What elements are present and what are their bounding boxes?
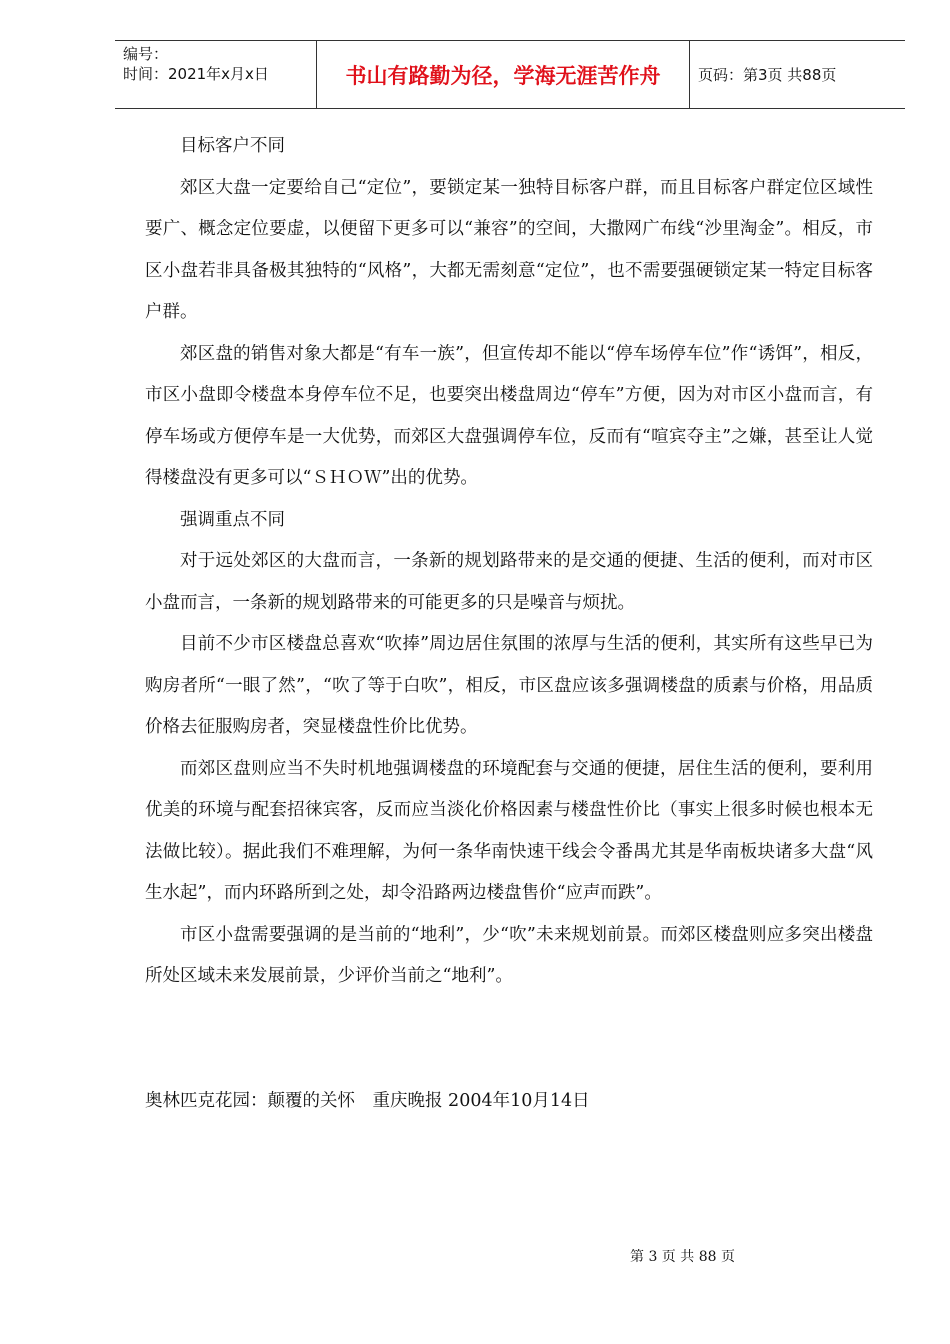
section-heading-emphasis: 强调重点不同	[180, 509, 285, 530]
article-title-line: 奥林匹克花园：颠覆的关怀 重庆晚报 2004年10月14日	[145, 1090, 590, 1111]
document-time-label: 时间：2021年x月x日	[123, 65, 269, 83]
body-paragraph: 目前不少市区楼盘总喜欢“吹捧”周边居住氛围的浓厚与生活的便利，其实所有这些早已为购房者所“一眼了然”，“吹了等于白吹”，相反，市区盘应该多强调楼盘的质素与价格，用品质价格去征服购房者，突显楼盘性价比优势。	[145, 634, 873, 737]
body-paragraph: 而郊区盘则应当不失时机地强调楼盘的环境配套与交通的便捷，居住生活的便利，要利用优美的环境与配套招徕宾客，反而应当淡化价格因素与楼盘性价比（事实上很多时候也根本无法做比较）。据此我们不难理解，为何一条华南快速干线会令番禺尤其是华南板块诸多大盘“风生水起”，而内环路所到之处，却令沿路两边楼盘售价“应声而跌”。	[145, 758, 873, 903]
document-number-label: 编号：	[123, 45, 169, 63]
header-meta	[115, 41, 317, 108]
spacer	[145, 998, 873, 1081]
body-paragraph: 郊区大盘一定要给自己“定位”，要锁定某一独特目标客户群，而且目标客户群定位区域性要广、概念定位要虚，以便留下更多可以“兼容”的空间，大撒网广布线“沙里淘金”。相反，市区小盘若非具备极其独特的“风格”，大都无需刻意“定位”，也不需要强硬锁定某一特定目标客户群。	[145, 177, 873, 322]
page-header	[115, 40, 905, 109]
document-body	[145, 126, 873, 1122]
header-page-number: 页码：第3页 共88页	[698, 66, 837, 84]
header-motto: 书山有路勤为径，学海无涯苦作舟	[317, 41, 690, 108]
page-footer: 第 3 页 共 88 页	[630, 1249, 735, 1265]
section-heading-target-customers: 目标客户不同	[180, 136, 285, 156]
body-paragraph: 对于远处郊区的大盘而言，一条新的规划路带来的是交通的便捷、生活的便利，而对市区小盘而言，一条新的规划路带来的可能更多的只是噪音与烦扰。	[145, 551, 873, 613]
body-paragraph: 市区小盘需要强调的是当前的“地利”，少“吹”未来规划前景。而郊区楼盘则应多突出楼盘所处区域未来发展前景，少评价当前之“地利”。	[145, 924, 873, 986]
body-paragraph: 郊区盘的销售对象大都是“有车一族”，但宣传却不能以“停车场停车位”作“诱饵”，相反，市区小盘即令楼盘本身停车位不足，也要突出楼盘周边“停车”方便，因为对市区小盘而言，有停车场或方便停车是一大优势，而郊区大盘强调停车位，反而有“喧宾夺主”之嫌，甚至让人觉得楼盘没有更多可以“ＳＨＯＷ”出的优势。	[145, 343, 873, 488]
